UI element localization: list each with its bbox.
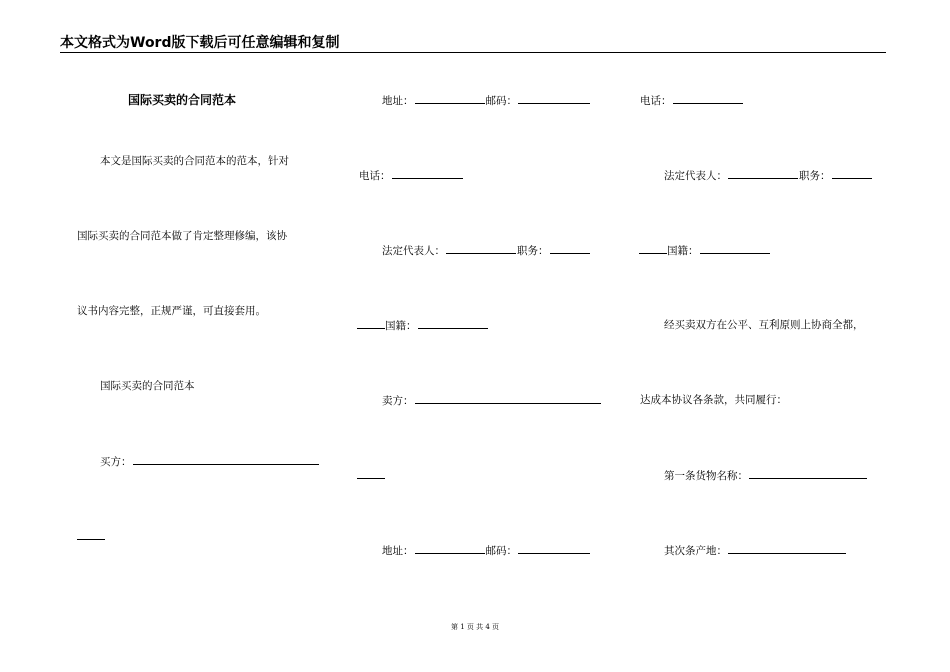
intro-line-1: 本文是国际买卖的合同范本的范本，针对 bbox=[100, 155, 289, 167]
phone-label-3: 电话： bbox=[640, 95, 672, 107]
nationality-label-3: 国籍： bbox=[667, 245, 699, 257]
nationality-pre-blank bbox=[357, 318, 385, 329]
phone-blank bbox=[392, 168, 463, 179]
seller-row bbox=[382, 393, 602, 408]
position-label-3: 职务： bbox=[799, 170, 831, 182]
nationality-blank-3 bbox=[700, 243, 770, 254]
header-title: 本文格式为Word版下载后可任意编辑和复制 bbox=[60, 35, 340, 51]
nationality-label: 国籍： bbox=[385, 320, 417, 332]
seller-continuation-row bbox=[357, 468, 385, 483]
intro-line-3: 议书内容完整，正规严谨，可直接套用。 bbox=[77, 305, 266, 317]
position-blank-3 bbox=[832, 168, 872, 179]
article-2-label: 其次条产地： bbox=[664, 545, 727, 557]
phone-row-3 bbox=[640, 93, 744, 108]
seller-continuation-blank bbox=[357, 468, 385, 479]
seller-blank bbox=[415, 393, 601, 404]
buyer-continuation-blank bbox=[77, 529, 105, 540]
address-label: 地址： bbox=[382, 95, 414, 107]
postcode-label: 邮码： bbox=[485, 95, 517, 107]
nationality-pre-blank-3 bbox=[639, 243, 667, 254]
buyer-row bbox=[100, 454, 320, 469]
address-blank bbox=[415, 93, 485, 104]
nationality-row-3 bbox=[639, 243, 771, 258]
legal-rep-row-3 bbox=[664, 168, 873, 183]
phone-row bbox=[359, 168, 464, 183]
agreement-line-1: 经买卖双方在公平、互利原则上协商全都， bbox=[664, 319, 864, 331]
buyer-label: 买方： bbox=[100, 456, 132, 468]
postcode-blank-2 bbox=[518, 543, 590, 554]
position-blank bbox=[550, 243, 590, 254]
nationality-row bbox=[357, 318, 489, 333]
phone-label: 电话： bbox=[359, 170, 391, 182]
article-1-row bbox=[664, 468, 868, 483]
article-2-row bbox=[664, 543, 847, 558]
article-2-blank bbox=[728, 543, 846, 554]
article-1-blank bbox=[749, 468, 867, 479]
contract-title: 国际买卖的合同范本 bbox=[100, 380, 195, 392]
address-blank-2 bbox=[415, 543, 485, 554]
phone-blank-3 bbox=[673, 93, 743, 104]
seller-label: 卖方： bbox=[382, 395, 414, 407]
position-label: 职务： bbox=[517, 245, 549, 257]
buyer-continuation-row bbox=[77, 529, 105, 544]
agreement-line-2: 达成本协议各条款，共同履行： bbox=[640, 394, 787, 406]
address-row-2 bbox=[382, 543, 591, 558]
address-row bbox=[382, 93, 591, 108]
buyer-blank bbox=[133, 454, 319, 465]
postcode-blank bbox=[518, 93, 590, 104]
legal-rep-blank-3 bbox=[728, 168, 798, 179]
document-title: 国际买卖的合同范本 bbox=[128, 93, 237, 107]
legal-rep-label: 法定代表人： bbox=[382, 245, 445, 257]
nationality-blank bbox=[418, 318, 488, 329]
intro-line-2: 国际买卖的合同范本做了肯定整理修编，该协 bbox=[77, 230, 287, 242]
address-label-2: 地址： bbox=[382, 545, 414, 557]
legal-rep-label-3: 法定代表人： bbox=[664, 170, 727, 182]
postcode-label-2: 邮码： bbox=[485, 545, 517, 557]
legal-rep-blank bbox=[446, 243, 516, 254]
header-divider bbox=[60, 52, 886, 53]
article-1-label: 第一条货物名称： bbox=[664, 470, 748, 482]
legal-rep-row bbox=[382, 243, 591, 258]
page-footer: 第 1 页 共 4 页 bbox=[450, 623, 500, 631]
